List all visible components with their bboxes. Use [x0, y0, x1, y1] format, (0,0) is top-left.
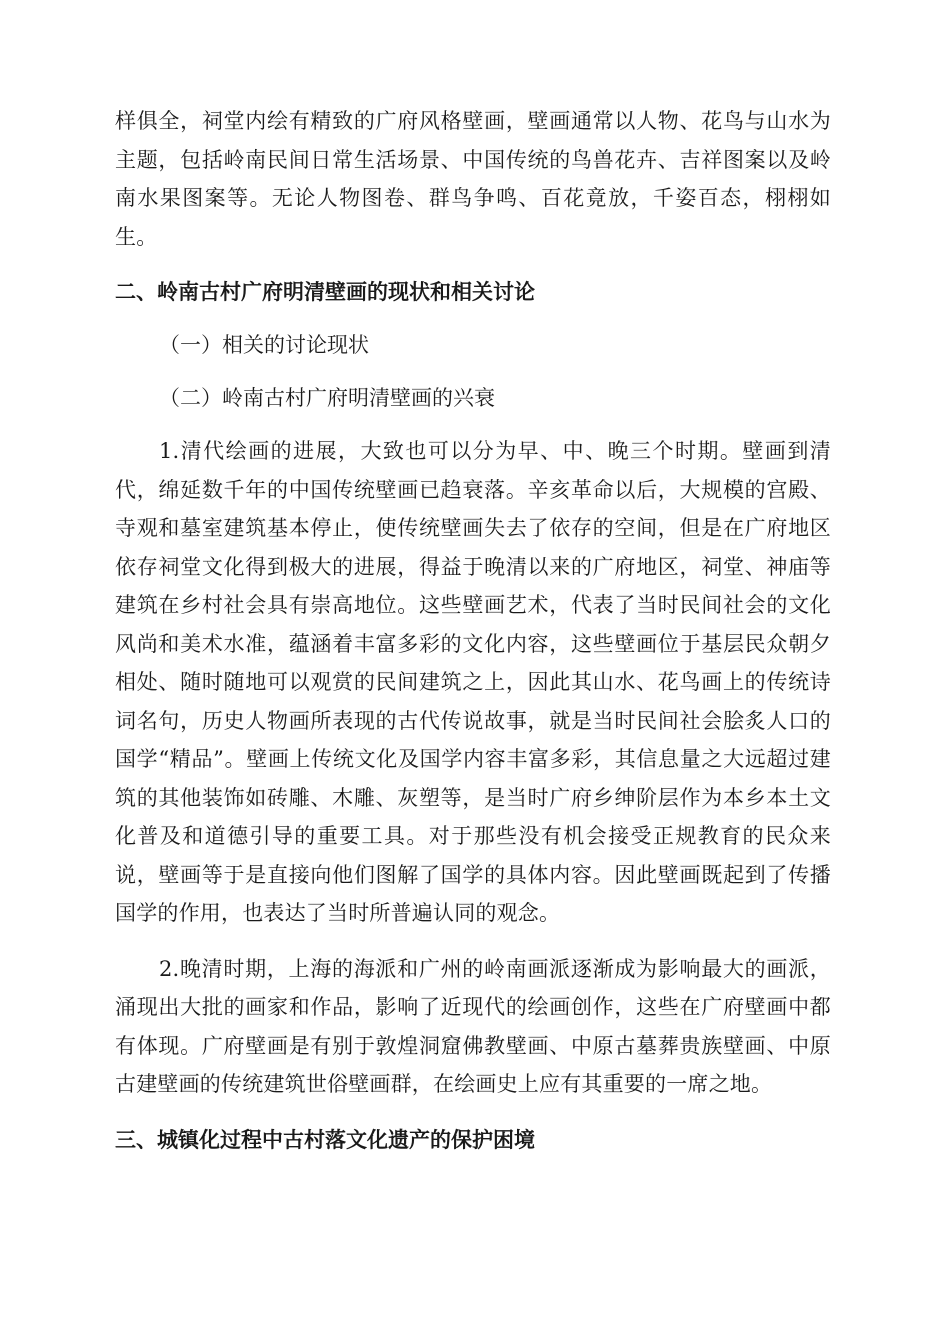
section-heading-2: 二、岭南古村广府明清壁画的现状和相关讨论 — [115, 280, 535, 304]
body-paragraph-1: 1.清代绘画的进展，大致也可以分为早、中、晚三个时期。壁画到清代，绵延数千年的中国传统壁画已趋衰落。辛亥革命以后，大规模的宫殿、寺观和墓室建筑基本停止，使传统壁画失去了依存的空间，但是在广府地区依存祠堂文化得到极大的进展，得益于晚清以来的广府地区，祠堂、神庙等建筑在乡村社会具有崇高地位。这些壁画艺术，代表了当时民间社会的文化风尚和美术水准，蕴涵着丰富多彩的文化内容，这些壁画位于基层民众朝夕相处、随时随地可以观赏的民间建筑之上，因此其山水、花鸟画上的传统诗词名句，历史人物画所表现的古代传说故事，就是当时民间社会脍炙人口的国学“精品”。壁画上传统文化及国学内容丰富多彩，其信息量之大远超过建筑的其他装饰如砖雕、木雕、灰塑等，是当时广府乡绅阶层作为本乡本土文化普及和道德引导的重要工具。对于那些没有机会接受正规教育的民众来说，壁画等于是直接向他们图解了国学的具体内容。因此壁画既起到了传播国学的作用，也表达了当时所普遍认同的观念。 — [115, 439, 831, 925]
body-paragraph-2: 2.晚清时期，上海的海派和广州的岭南画派逐渐成为影响最大的画派，涌现出大批的画家和作品，影响了近现代的绘画创作，这些在广府壁画中都有体现。广府壁画是有别于敦煌洞窟佛教壁画、中原古墓葬贵族壁画、中原古建壁画的传统建筑世俗壁画群，在绘画史上应有其重要的一席之地。 — [115, 956, 831, 1096]
subsection-heading-2: （二）岭南古村广府明清壁画的兴衰 — [159, 386, 495, 410]
section-heading-3: 三、城镇化过程中古村落文化遗产的保护困境 — [115, 1127, 535, 1152]
intro-paragraph: 样俱全，祠堂内绘有精致的广府风格壁画，壁画通常以人物、花鸟与山水为主题，包括岭南民间日常生活场景、中国传统的鸟兽花卉、吉祥图案以及岭南水果图案等。无论人物图卷、群鸟争鸣、百花竟放，千姿百态，栩栩如生。 — [115, 109, 831, 249]
subsection-heading-1: （一）相关的讨论现状 — [159, 333, 369, 357]
document-page — [115, 102, 831, 1159]
